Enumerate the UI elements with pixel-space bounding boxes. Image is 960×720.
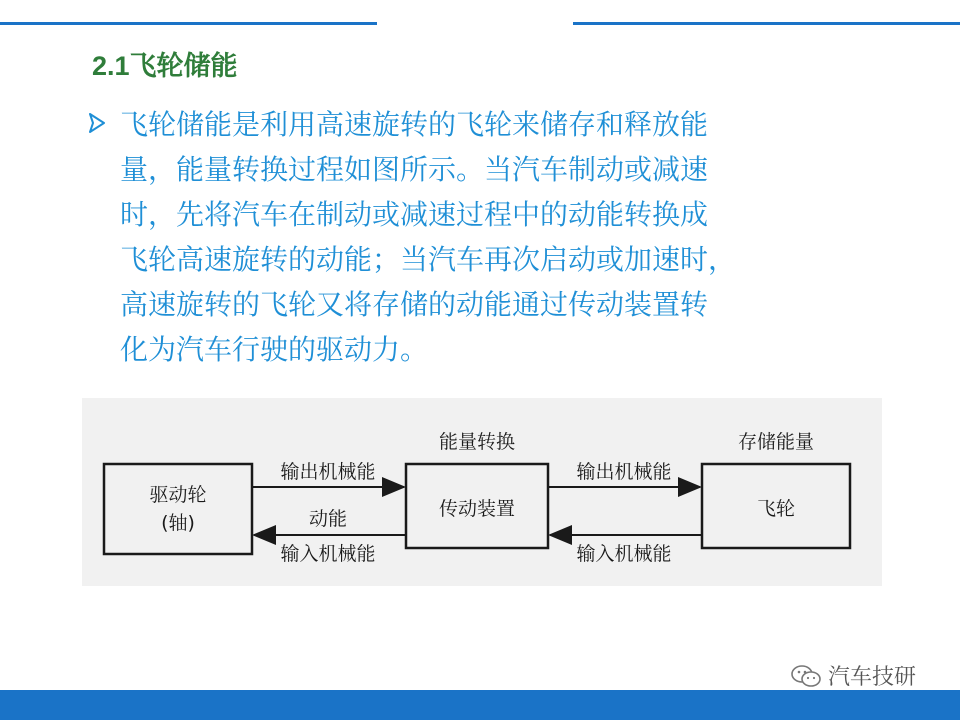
bullet-arrow-icon	[84, 111, 108, 135]
watermark-text: 汽车技研	[828, 665, 917, 690]
wechat-icon	[790, 663, 822, 689]
slide-title: 2.1飞轮储能	[92, 51, 238, 81]
top-divider-right	[573, 22, 960, 25]
arrow-right-top-label: 输出机械能	[576, 461, 672, 483]
energy-conversion-label: 能量转换	[438, 431, 516, 453]
bottom-bar	[0, 690, 960, 720]
watermark	[790, 660, 916, 691]
paragraph-text	[84, 102, 824, 372]
paragraph-line: 飞轮储能是利用高速旋转的飞轮来储存和释放能	[120, 108, 709, 141]
paragraph-line: 高速旋转的飞轮又将存储的动能通过传动装置转	[120, 288, 709, 321]
top-divider-left	[0, 22, 377, 25]
transmission-label: 传动装置	[438, 498, 516, 520]
arrow-right-bottom-label: 输入机械能	[576, 543, 672, 565]
arrow-left-top-label: 输出机械能	[280, 461, 376, 483]
store-energy-label: 存储能量	[737, 431, 815, 453]
energy-conversion-diagram	[82, 398, 882, 586]
arrow-left-mid-label: 动能	[308, 508, 348, 530]
paragraph-line: 化为汽车行驶的驱动力。	[120, 333, 429, 366]
paragraph-line: 时，先将汽车在制动或减速过程中的动能转换成	[120, 198, 709, 231]
drive-wheel-axle-label: (轴)	[161, 512, 195, 534]
drive-wheel-label: 驱动轮	[149, 484, 207, 506]
flywheel-label: 飞轮	[756, 498, 796, 520]
arrow-left-bottom-label: 输入机械能	[280, 543, 376, 565]
bullet-paragraph	[84, 102, 824, 372]
paragraph-line: 飞轮高速旋转的动能；当汽车再次启动或加速时，	[120, 243, 737, 276]
diagram-svg	[82, 398, 882, 586]
drive-wheel-box	[104, 464, 252, 554]
paragraph-line: 量，能量转换过程如图所示。当汽车制动或减速	[120, 153, 709, 186]
